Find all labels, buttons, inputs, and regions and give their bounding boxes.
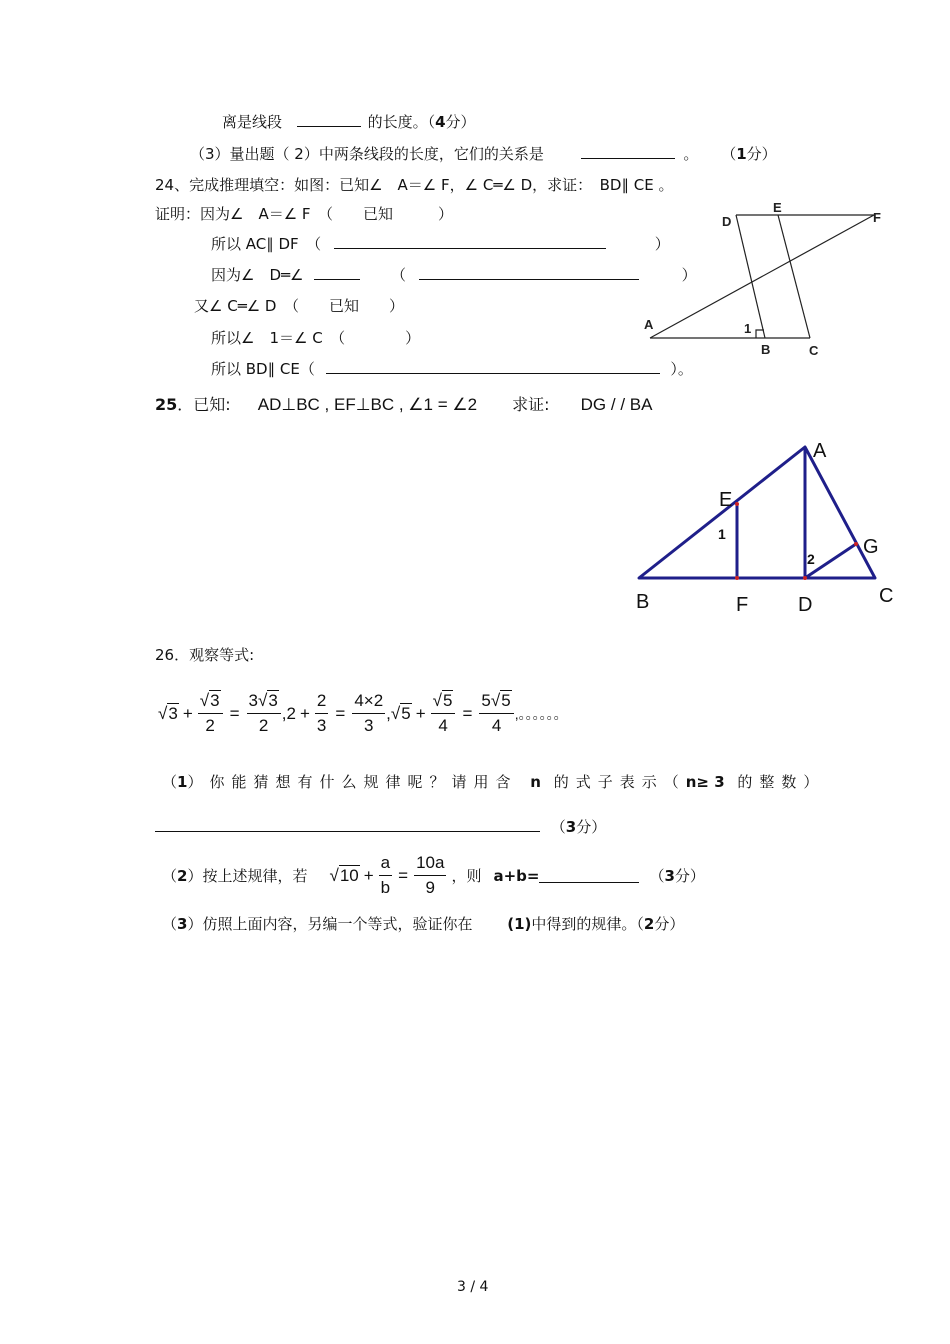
label-F: F	[736, 594, 749, 616]
frac-3sqrt3-over-2: $\frac{3√3}{2}$	[247, 690, 281, 737]
answer-blank[interactable]	[334, 234, 606, 249]
page-number: 3 / 4	[457, 1279, 489, 1295]
label-G: G	[863, 536, 879, 558]
line-af	[650, 215, 874, 338]
q24-figure	[640, 198, 890, 363]
answer-blank[interactable]	[539, 868, 639, 883]
q23-line2-score-open: （	[721, 145, 737, 163]
q26-equations: √3 + $\frac{√3}{2}$ = $\frac{3√3}{2}$ , 2 + $\frac{2}{3}$ = $\frac{4\times 2}{3}$ , √5 + $\frac{√5}{4}$ = $\frac{5√5}{4}$ ,。。。。。。	[158, 691, 568, 735]
label-A: A	[644, 317, 654, 332]
q24-step3-end: ）	[681, 266, 697, 284]
answer-blank[interactable]	[155, 817, 540, 832]
q23-line2-text: （3）量出题（ 2）中两条线段的长度，它们的关系是	[190, 145, 544, 163]
q24-step6-text: 所以 BD∥ CE（	[211, 360, 315, 378]
q25-prove: DG / / BA	[580, 395, 653, 414]
triangle-abc	[639, 447, 875, 578]
label-B: B	[761, 342, 771, 357]
label-E: E	[719, 489, 733, 511]
frac-4x2-over-3: $\frac{4\times 2}{3}$	[354, 691, 384, 735]
q26-part2-equation: √10 + $\frac{a}{b}$ = $\frac{10a}{9}$	[329, 853, 445, 897]
q24-step3-text: 因为∠ D═∠	[211, 266, 304, 284]
answer-blank[interactable]	[314, 265, 360, 280]
q25-condition: AD⊥BC , EF⊥BC , ∠1 = ∠2	[257, 395, 478, 414]
q23-line2-score-unit: 分）	[746, 145, 777, 163]
label-A: A	[813, 440, 827, 462]
label-C: C	[809, 343, 819, 358]
q25-line	[155, 395, 652, 415]
q26-part3: （3）仿照上面内容，另编一个等式，验证你在 (1)中得到的规律。（2分）	[162, 915, 685, 933]
q24-step4: 又∠ C═∠ D （ 已知 ）	[194, 297, 404, 315]
label-angle-1: 1	[718, 526, 726, 542]
q23-line1-score: 4	[435, 113, 446, 131]
q24-step5: 所以∠ 1＝∠ C （ ）	[211, 329, 421, 347]
q26-title: 26．观察等式:	[155, 646, 255, 664]
q24-step3-mid: （	[391, 266, 407, 284]
label-E: E	[773, 200, 782, 215]
sqrt-3: √3	[158, 703, 178, 723]
label-angle-1: 1	[744, 321, 752, 336]
q23-line1-suffix: 的长度。（	[367, 113, 436, 131]
q23-line2-end: 。	[683, 145, 699, 163]
frac-sqrt3-over-2: $\frac{√3}{2}$	[198, 690, 223, 737]
answer-blank[interactable]	[326, 359, 660, 374]
answer-blank[interactable]	[419, 265, 639, 280]
q25-prove-label: 求证:	[512, 395, 550, 414]
frac-5sqrt5-over-4: $\frac{5√5}{4}$	[479, 690, 513, 737]
label-D: D	[798, 594, 813, 616]
q24-step6	[211, 359, 693, 379]
answer-blank[interactable]	[581, 144, 675, 159]
label-D: D	[722, 214, 732, 229]
frac-2-over-3: $\frac{2}{3}$	[316, 691, 327, 735]
q23-line1-prefix: 离是线段	[222, 113, 283, 131]
q24-step2-end: ）	[654, 235, 670, 253]
q24-step6-end: ）。	[670, 360, 693, 378]
q25-figure	[625, 436, 910, 621]
label-F: F	[873, 210, 881, 225]
q24-step1: 证明：因为∠ A＝∠ F （ 已知 ）	[155, 205, 454, 223]
q23-line2-score: 1	[736, 145, 747, 163]
q23-line1-score-unit: 分）	[445, 113, 476, 131]
label-angle-2: 2	[807, 551, 815, 567]
q25-number: 25	[155, 395, 178, 414]
answer-blank[interactable]	[297, 112, 361, 127]
q23-line1	[222, 112, 476, 132]
q26-part1-answer: （3分）	[155, 817, 606, 837]
q24-title: 24、完成推理填空：如图：已知∠ A＝∠ F，∠ C═∠ D，求证： BD∥ CE 。	[155, 176, 674, 194]
line-ce	[778, 215, 810, 338]
q24-step2-text: 所以 AC∥ DF （	[211, 235, 322, 253]
line-bd	[736, 215, 765, 338]
q24-step3	[211, 265, 697, 285]
q23-line2	[190, 144, 777, 164]
frac-sqrt5-over-4: $\frac{√5}{4}$	[431, 690, 456, 737]
q24-step2	[211, 234, 670, 254]
label-C: C	[879, 585, 894, 607]
label-B: B	[636, 591, 650, 613]
q25-known: ．已知:	[177, 395, 231, 414]
q26-part1: （1）你能猜想有什么规律呢？请用含 n 的式子表示（n≥ 3 的整数）	[162, 773, 826, 791]
sqrt-5: √5	[390, 703, 411, 723]
q26-part2: （ 2 ）按上述规律，若 √10 + $\frac{a}{b}$ = $\frac{10a}{9}$ ，则 a+b= （ 3 分）	[162, 853, 705, 897]
